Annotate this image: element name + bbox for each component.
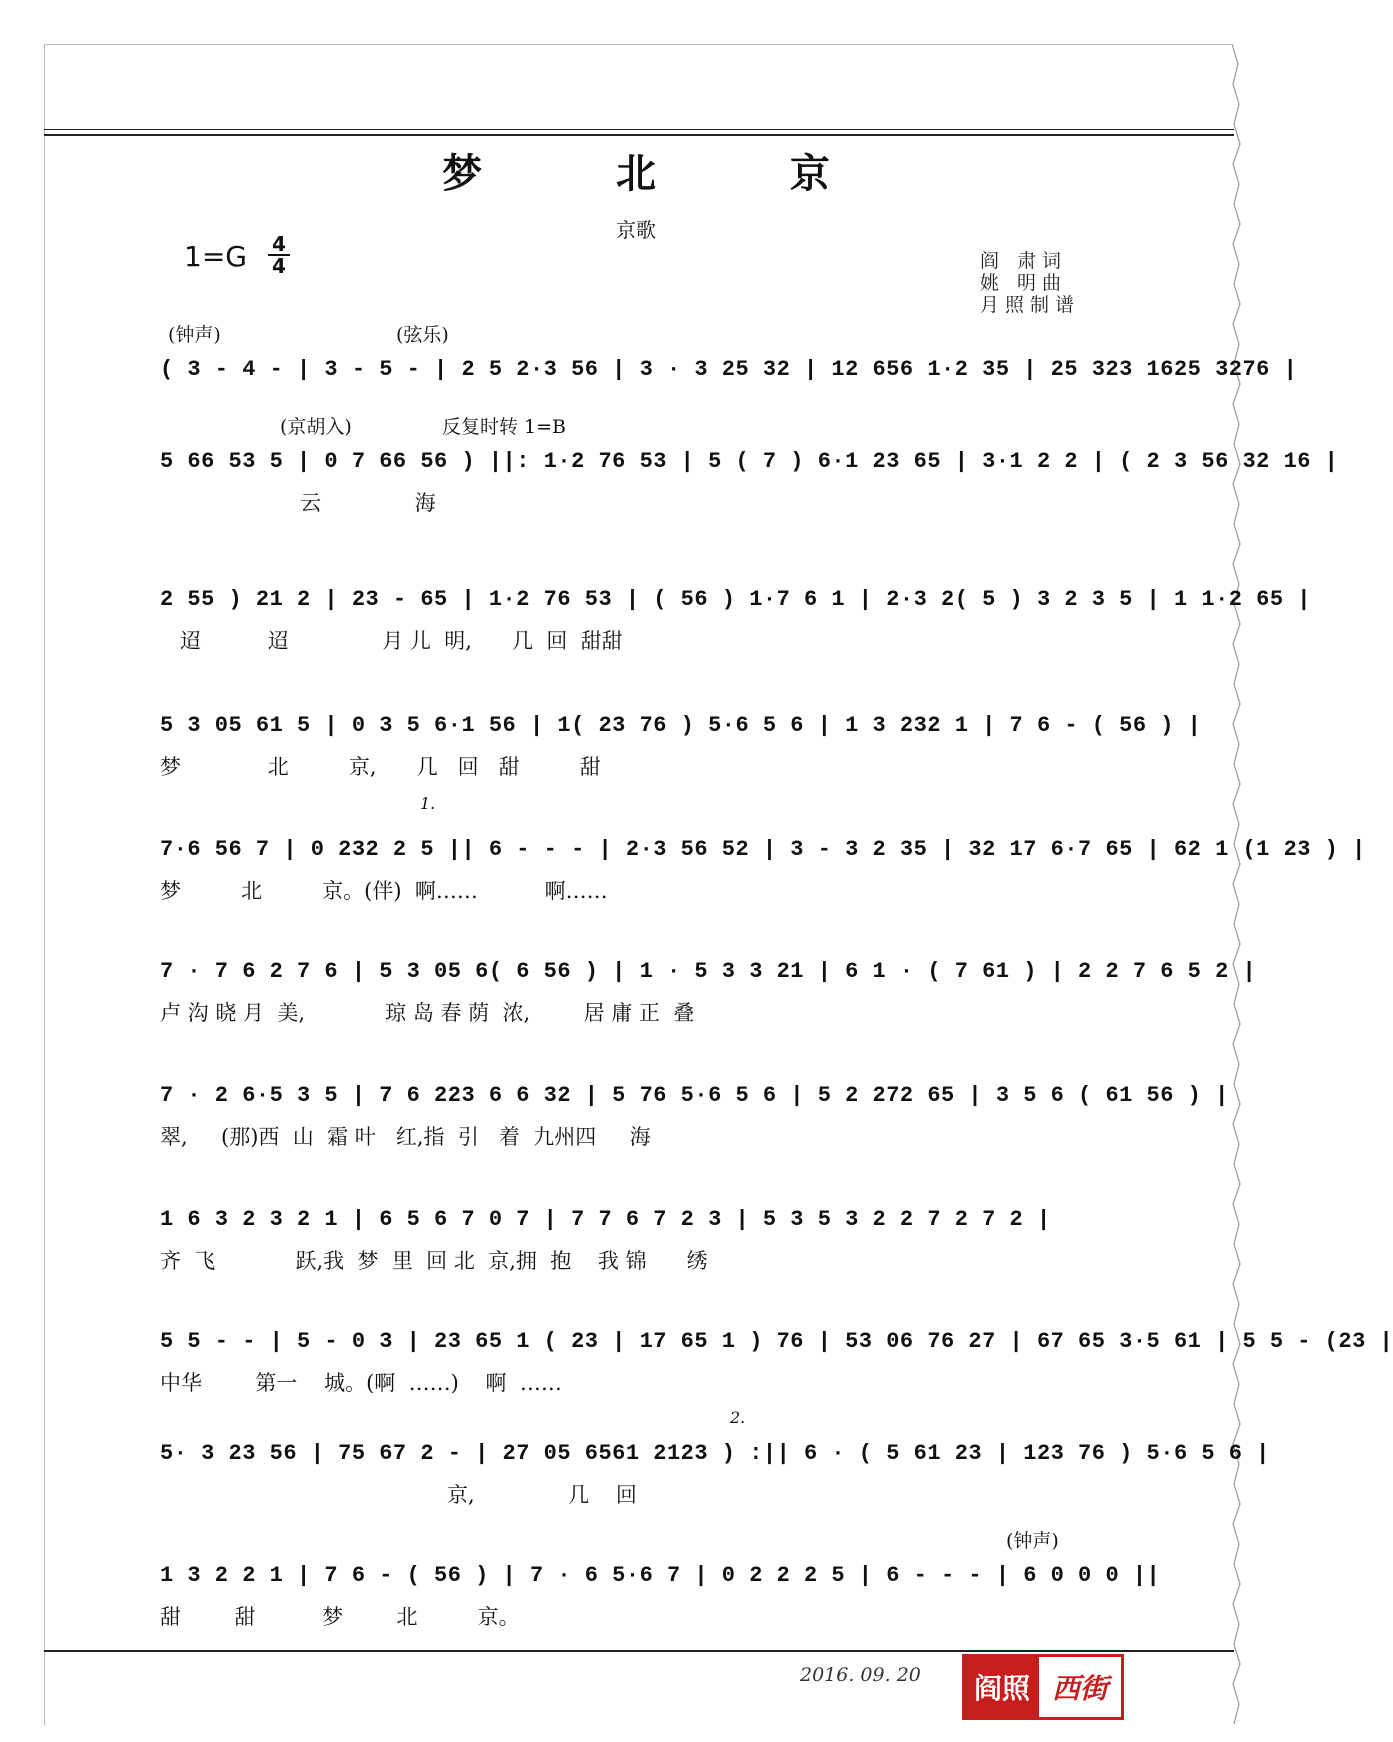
ending-marker: 1. (420, 794, 436, 813)
publish-date: 2016. 09. 20 (800, 1664, 921, 1686)
staff-system (160, 1290, 1393, 1400)
notation-line: 7 · 2 6·5 3 5 | 7 6 223 6 6 32 | 5 76 5·6 5 6 | 5 2 272 65 | 3 5 6 ( 61 56 ) | (160, 1083, 1229, 1108)
staff-system (160, 1044, 1229, 1154)
staff-system (160, 920, 1257, 1030)
key-signature: 1=G (184, 240, 247, 273)
annotation: (钟声) (168, 324, 221, 346)
lyricist-credit: 阎 肃词 (980, 250, 1068, 272)
credits (980, 250, 1080, 316)
staff-system (160, 1168, 1120, 1278)
staff-system (160, 548, 1311, 658)
staff-system (160, 794, 1366, 904)
song-title: 梦 北 京 (442, 151, 890, 197)
annotation: (弦乐) (396, 324, 449, 346)
time-denominator: 4 (272, 254, 286, 278)
notation-line: 1 3 2 2 1 | 7 6 - ( 56 ) | 7 · 6 5·6 7 | 0 2 2 2 5 | 6 - - - | 6 0 0 0 || (160, 1563, 1161, 1588)
seal-logo-left: 阎照 (965, 1657, 1039, 1717)
lyrics-line: 翠, (那)西 山 霜 叶 红,指 引 着 九州四 海 (160, 1125, 651, 1149)
notation-line: 7·6 56 7 | 0 232 2 5 || 6 - - - | 2·3 56 52 | 3 - 3 2 35 | 32 17 6·7 65 | 62 1 (1 23 ) | (160, 837, 1366, 862)
lyrics-line: 甜 甜 梦 北 京。 (160, 1605, 520, 1629)
staff-system (160, 674, 1202, 784)
transcriber-credit: 月照制谱 (980, 294, 1081, 316)
lyrics-line: 云 海 (160, 491, 436, 515)
annotation: (京胡入) (280, 416, 352, 438)
annotation: 反复时转 1=B (442, 416, 567, 438)
bottom-rule (44, 1650, 1234, 1652)
notation-line: 5· 3 23 56 | 75 67 2 - | 27 05 6561 2123 ) :|| 6 · ( 5 61 23 | 123 76 ) 5·6 5 6 | (160, 1441, 1270, 1466)
notation-line: 5 5 - - | 5 - 0 3 | 23 65 1 ( 23 | 17 65 1 ) 76 | 53 06 76 27 | 67 65 3·5 61 | 5 5 - (23 | (160, 1329, 1393, 1354)
staff-system (160, 320, 1298, 400)
staff-system (160, 1404, 1270, 1514)
lyrics-line: 卢 沟 晓 月 美, 琼 岛 春 荫 浓, 居 庸 正 叠 (160, 1001, 695, 1025)
notation-line: 7 · 7 6 2 7 6 | 5 3 05 6( 6 56 ) | 1 · 5 3 3 21 | 6 1 · ( 7 61 ) | 2 2 7 6 5 2 | (160, 959, 1257, 984)
ending-marker: 2. (730, 1408, 746, 1427)
time-signature (268, 234, 290, 276)
lyrics-line: 京, 几 回 (160, 1483, 637, 1507)
notation-line: 1 6 3 2 3 2 1 | 6 5 6 7 0 7 | 7 7 6 7 2 3 | 5 3 5 3 2 2 7 2 7 2 | (160, 1207, 1051, 1232)
lyrics-line: 梦 北 京, 几 回 甜 甜 (160, 755, 601, 779)
lyrics-line: 迢 迢 月 儿 明, 几 回 甜甜 (160, 629, 623, 653)
notation-line: 5 66 53 5 | 0 7 66 56 ) ||: 1·2 76 53 | 5 ( 7 ) 6·1 23 65 | 3·1 2 2 | ( 2 3 56 32 16 | (160, 449, 1339, 474)
seal-logo-right: 西街 (1051, 1672, 1108, 1705)
notation-line: 5 3 05 61 5 | 0 3 5 6·1 56 | 1( 23 76 ) 5·6 5 6 | 1 3 232 1 | 7 6 - ( 56 ) | (160, 713, 1202, 738)
seal-logo (962, 1654, 1124, 1720)
lyrics-line: 梦 北 京。(伴) 啊…… 啊…… (160, 879, 608, 903)
song-genre: 京歌 (616, 218, 656, 242)
staff-system (160, 412, 1339, 522)
top-rule (44, 129, 1234, 130)
time-numerator: 4 (268, 234, 290, 256)
notation-line: 2 55 ) 21 2 | 23 - 65 | 1·2 76 53 | ( 56 ) 1·7 6 1 | 2·3 2( 5 ) 3 2 3 5 | 1 1·2 65 | (160, 587, 1311, 612)
notation-line: ( 3 - 4 - | 3 - 5 - | 2 5 2·3 56 | 3 · 3 25 32 | 12 656 1·2 35 | 25 323 1625 3276 | (160, 357, 1298, 382)
composer-credit: 姚 明曲 (980, 272, 1068, 294)
torn-edge (1230, 44, 1244, 1724)
top-rule-thick (44, 134, 1234, 136)
annotation: (钟声) (1006, 1530, 1059, 1552)
lyrics-line: 中华 第一 城。(啊 ……) 啊 …… (160, 1371, 562, 1395)
lyrics-line: 齐 飞 跃,我 梦 里 回 北 京,拥 抱 我 锦 绣 (160, 1249, 708, 1273)
staff-system (160, 1526, 1161, 1636)
